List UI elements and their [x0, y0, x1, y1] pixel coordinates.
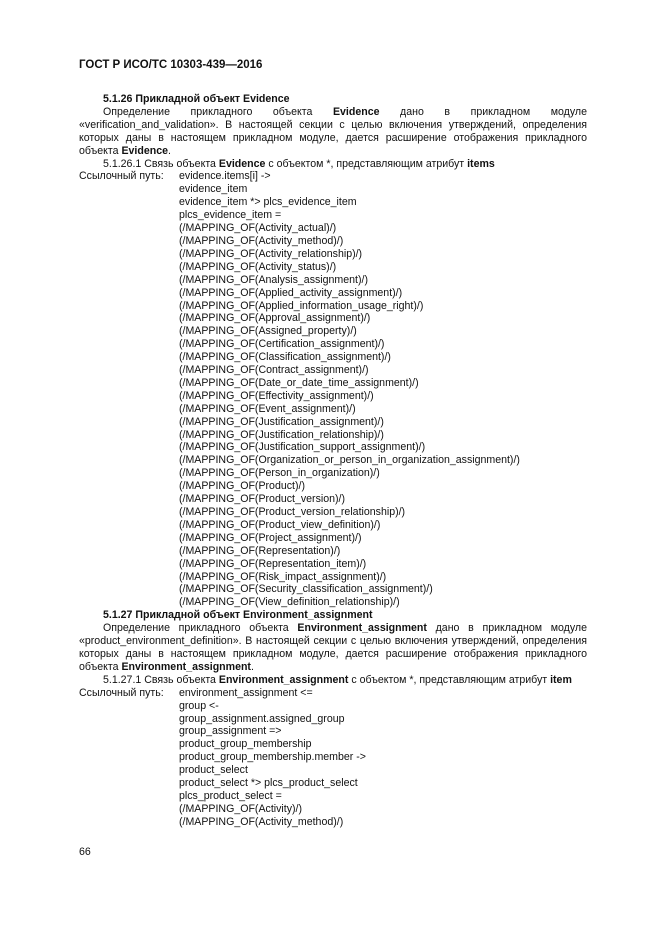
subsection-title-evidence: 5.1.26.1 Связь объекта Evidence с объектом *, представляющим атрибут items [103, 157, 495, 170]
reference-path-line: (/MAPPING_OF(Justification_support_assignment)/) [179, 441, 426, 454]
section-heading-evidence: 5.1.26 Прикладной объект Evidence [103, 93, 290, 105]
reference-path-line: (/MAPPING_OF(Applied_activity_assignment)/) [179, 286, 403, 299]
reference-path-line: product_group_membership [179, 738, 312, 751]
reference-path-line: (/MAPPING_OF(Activity_relationship)/) [179, 247, 363, 260]
reference-path-line: (/MAPPING_OF(Representation)/) [179, 544, 341, 557]
reference-path-line: environment_assignment <= [179, 686, 313, 699]
reference-path-line: plcs_product_select = [179, 789, 282, 802]
reference-path-line: group_assignment => [179, 725, 282, 738]
reference-path-line: product_select [179, 764, 248, 777]
reference-path-line: (/MAPPING_OF(Assigned_property)/) [179, 325, 357, 338]
reference-path-line: (/MAPPING_OF(Security_classification_assignment)/) [179, 583, 433, 596]
reference-path-line: (/MAPPING_OF(Classification_assignment)/) [179, 351, 391, 364]
reference-path-line: (/MAPPING_OF(Analysis_assignment)/) [179, 273, 368, 286]
section-paragraph-evidence: Определение прикладного объекта Evidence дано в прикладном модуле «verification_and_validation». В настоящей секции с целью включения утверждений, определения которых даны в настоящем прикладном модуле, дается расширение отображения прикладного объекта Evidence. [79, 105, 587, 157]
reference-path-line: (/MAPPING_OF(Activity_method)/) [179, 234, 344, 247]
document-content [79, 93, 587, 829]
reference-path-row [79, 170, 587, 183]
reference-path-line: (/MAPPING_OF(Effectivity_assignment)/) [179, 389, 374, 402]
reference-path-line: (/MAPPING_OF(Activity_status)/) [179, 260, 337, 273]
reference-path-line: (/MAPPING_OF(Justification_assignment)/) [179, 415, 384, 428]
reference-path-line: (/MAPPING_OF(Activity)/) [179, 802, 303, 815]
reference-path-line: (/MAPPING_OF(Risk_impact_assignment)/) [179, 570, 387, 583]
reference-path-line: (/MAPPING_OF(Certification_assignment)/) [179, 338, 385, 351]
reference-path-row [79, 687, 587, 700]
reference-path-line: (/MAPPING_OF(Contract_assignment)/) [179, 364, 369, 377]
reference-path-line: (/MAPPING_OF(Applied_information_usage_right)/) [179, 299, 424, 312]
reference-path-line: (/MAPPING_OF(Activity_method)/) [179, 815, 344, 828]
reference-path-line: (/MAPPING_OF(Person_in_organization)/) [179, 467, 380, 480]
reference-path-label: Ссылочный путь: [79, 170, 164, 183]
reference-path-line: (/MAPPING_OF(Approval_assignment)/) [179, 312, 371, 325]
reference-path-line: plcs_evidence_item = [179, 209, 282, 222]
reference-path-line: product_group_membership.member -> [179, 751, 366, 764]
reference-path-line: (/MAPPING_OF(Product_view_definition)/) [179, 518, 381, 531]
section-heading-environment-assignment: 5.1.27 Прикладной объект Environment_assignment [103, 609, 373, 622]
reference-path-label: Ссылочный путь: [79, 686, 164, 699]
page-number: 66 [79, 846, 91, 858]
reference-path-line: evidence_item [179, 183, 248, 196]
reference-path-line: group <- [179, 699, 219, 712]
reference-path-line: evidence_item *> plcs_evidence_item [179, 196, 357, 209]
subsection-title-environment-assignment: 5.1.27.1 Связь объекта Environment_assignment с объектом *, представляющим атрибут item [103, 673, 572, 686]
reference-path-line: (/MAPPING_OF(View_definition_relationship)/) [179, 596, 400, 609]
reference-path-line: (/MAPPING_OF(Representation_item)/) [179, 557, 367, 570]
reference-path-evidence [79, 170, 587, 609]
reference-path-line: (/MAPPING_OF(Activity_actual)/) [179, 222, 337, 235]
reference-path-line: (/MAPPING_OF(Justification_relationship)/) [179, 428, 384, 441]
reference-path-line: (/MAPPING_OF(Project_assignment)/) [179, 531, 362, 544]
section-paragraph-environment-assignment: Определение прикладного объекта Environment_assignment дано в прикладном модуле «product_environment_definition». В настоящей секции с целью включения утверждений, определения которых даны в настоящем прикладном модуле, дается расширение отображения прикладного объекта Environment_assignment. [79, 622, 587, 673]
reference-path-line: (/MAPPING_OF(Product_version_relationship)/) [179, 506, 406, 518]
reference-path-line: evidence.items[i] -> [179, 170, 271, 183]
reference-path-line: (/MAPPING_OF(Product_version)/) [179, 493, 346, 506]
reference-path-line: (/MAPPING_OF(Organization_or_person_in_organization_assignment)/) [179, 454, 520, 467]
reference-path-environment-assignment [79, 687, 587, 829]
reference-path-line: (/MAPPING_OF(Date_or_date_time_assignment)/) [179, 376, 419, 389]
reference-path-line: product_select *> plcs_product_select [179, 777, 358, 790]
reference-path-line: group_assignment.assigned_group [179, 712, 345, 725]
document-header: ГОСТ Р ИСО/ТС 10303-439—2016 [79, 59, 263, 71]
reference-path-line: (/MAPPING_OF(Event_assignment)/) [179, 402, 356, 415]
reference-path-line: (/MAPPING_OF(Product)/) [179, 480, 305, 493]
